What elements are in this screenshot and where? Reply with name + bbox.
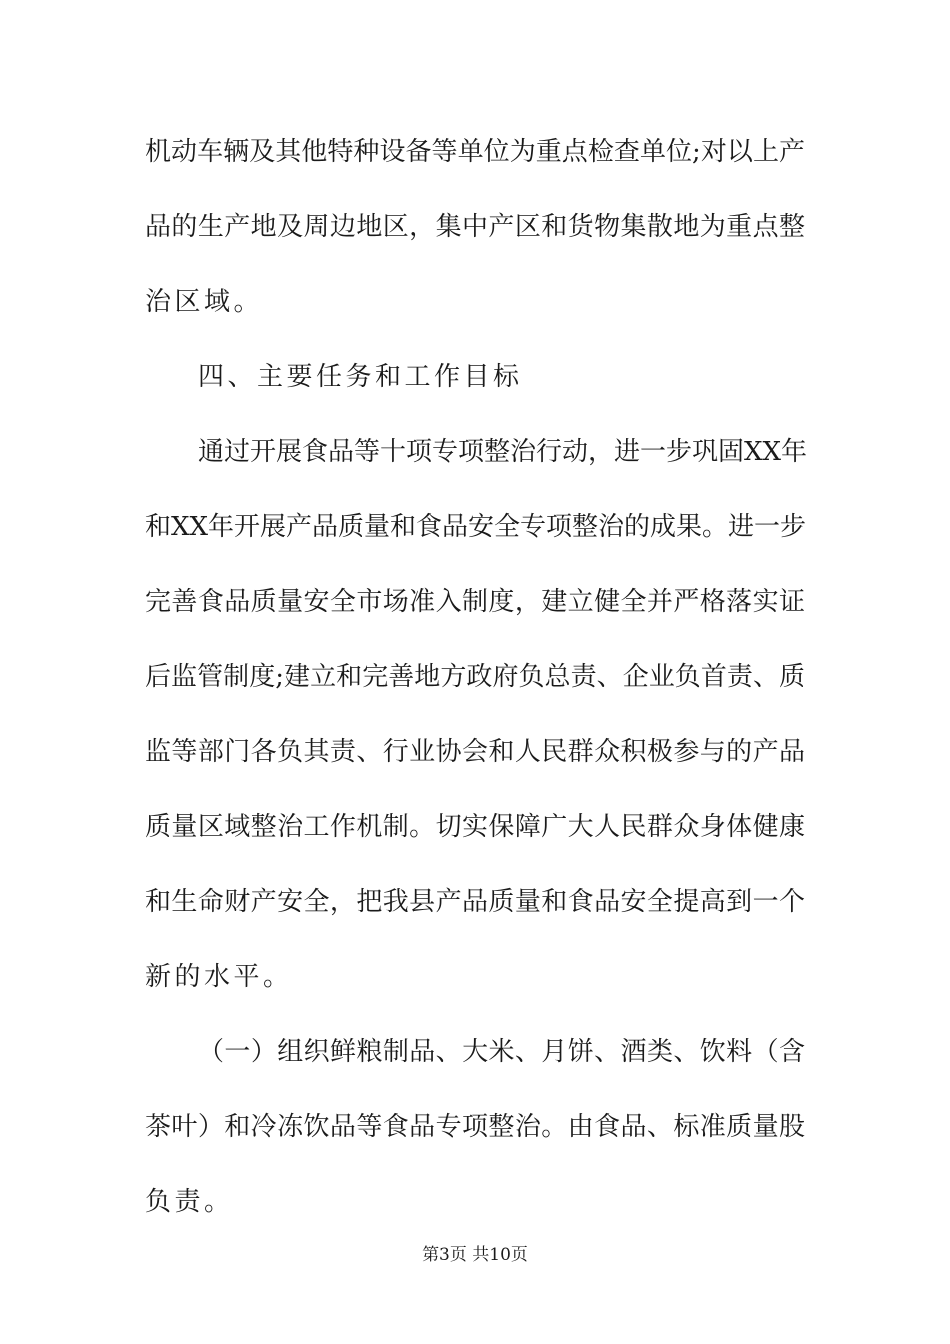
body-line: 治区域。 [145,287,264,317]
page-number-footer: 第3页 共10页 [422,1245,528,1265]
body-line: 监等部门各负其责、行业协会和人民群众积极参与的产品 [145,737,805,767]
body-line: 和生命财产安全，把我县产品质量和食品安全提高到一个 [145,887,805,917]
section-heading: 四、主要任务和工作目标 [198,362,523,392]
body-line: 新的水平。 [145,962,293,992]
body-line: （一）组织鲜粮制品、大米、月饼、酒类、饮料（含 [198,1037,805,1067]
body-line: 完善食品质量安全市场准入制度，建立健全并严格落实证 [145,587,805,617]
body-line: 后监管制度;建立和完善地方政府负总责、企业负首责、质 [145,662,805,692]
body-line: 和XX年开展产品质量和食品安全专项整治的成果。进一步 [145,512,807,542]
body-line: 品的生产地及周边地区，集中产区和货物集散地为重点整 [145,212,805,242]
body-line: 茶叶）和冷冻饮品等食品专项整治。由食品、标准质量股 [145,1112,805,1142]
body-line: 通过开展食品等十项专项整治行动，进一步巩固XX年 [198,437,808,467]
body-line: 质量区域整治工作机制。切实保障广大人民群众身体健康 [145,812,805,842]
body-line: 机动车辆及其他特种设备等单位为重点检查单位;对以上产 [145,137,805,167]
body-line: 负责。 [145,1187,234,1217]
